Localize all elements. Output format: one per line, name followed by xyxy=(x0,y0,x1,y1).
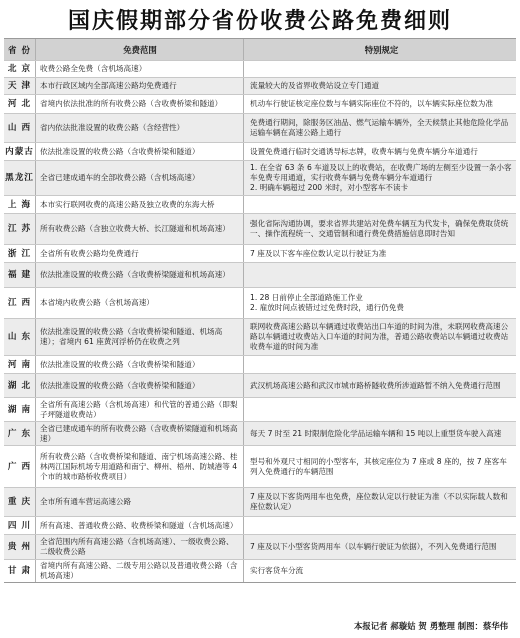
rule-cell: 7 座及以下小型客货两用车（以车辆行驶证为依据），不列入免费通行范围 xyxy=(250,542,497,551)
rule-cell: 型号和外观尺寸相同的小型客车，其核定座位为 7 座或 8 座的，按 7 座客车列入免费通行的车辆范围 xyxy=(250,456,507,476)
range-cell: 全省已建成通车的所有收费公路（含收费桥梁隧道和机场高速） xyxy=(36,422,244,445)
table-body xyxy=(4,61,516,582)
rule-cell: 免费通行期间，除服务区油品、燃气运输车辆外，全天候禁止其他危险化学品运输车辆在高速公路上通行 xyxy=(250,118,509,137)
rule-cell xyxy=(244,517,516,534)
range-cell: 本市行政区域内全部高速公路均免费通行 xyxy=(36,78,244,94)
rule-cell xyxy=(244,398,516,421)
rule-cell: 设置免费通行临时交通诱导标志牌，收费车辆与免费车辆分车道通行 xyxy=(250,146,478,156)
province-cell: 广 东 xyxy=(4,422,36,445)
header-rule: 特别规定 xyxy=(364,44,399,55)
table-row xyxy=(4,95,516,114)
range-cell: 全省所有高速公路（含机场高速）和代管的普通公路（即梨子坪隧道收费站） xyxy=(36,398,244,421)
rule-cell: 联网收费高速公路以车辆通过收费站出口车道的时间为准，未联网收费高速公路以车辆通过收费站入口车道的时间为准，普通公路收费站以车辆通过收费站收费车道的时间为准 xyxy=(250,322,509,351)
byline: 本报记者 郝璇姑 贺 勇整理 制图：蔡华伟 xyxy=(353,621,508,631)
range-cell: 省境内依法批准的所有收费公路（含收费桥梁和隧道） xyxy=(36,95,244,113)
rule-cell: 每天 7 时至 21 时限制危险化学品运输车辆和 15 吨以上重型货车驶入高速 xyxy=(250,428,502,438)
toll-free-table xyxy=(4,38,516,583)
range-cell: 所有高速、普通收费公路、收费桥梁和隧道（含机场高速） xyxy=(36,517,244,534)
table-row xyxy=(4,78,516,95)
rule-cell: 流量较大的及省界收费站设立专门通道 xyxy=(250,81,380,90)
rule-cell: 实行客货车分流 xyxy=(250,566,304,575)
rule-cell: 武汉机场高速公路和武汉市城市路桥隧收费所涉道路暂不纳入免费通行范围 xyxy=(250,380,501,390)
range-cell: 所有收费公路（含独立收费大桥、长江隧道和机场高速） xyxy=(36,214,244,244)
table-row xyxy=(4,517,516,535)
table-header xyxy=(4,39,516,61)
table-row xyxy=(4,288,516,319)
table-row xyxy=(4,245,516,263)
province-cell: 湖 北 xyxy=(4,374,36,397)
range-cell: 全省已建成通车的全部收费公路（含机场高速） xyxy=(36,161,244,195)
page-title: 国庆假期部分省份收费公路免费细则 xyxy=(67,9,452,34)
province-cell: 福 建 xyxy=(4,263,36,287)
table-row xyxy=(4,446,516,488)
header-province: 省 份 xyxy=(4,39,36,60)
rule-cell: 机动车行驶证核定座位数与车辆实际座位不符的，以车辆实际座位数为准 xyxy=(250,99,493,108)
province-cell: 江 苏 xyxy=(4,214,36,244)
range-cell: 依法批准设置的收费公路（含收费桥梁和隧道、机场高速）；省境内 61 座黄河浮桥仍在收费之列 xyxy=(36,319,244,355)
province-cell: 内蒙古 xyxy=(4,143,36,160)
range-cell: 省内依法批准设置的收费公路（含经营性） xyxy=(36,114,244,142)
rule-cell xyxy=(244,263,516,287)
rule-cell xyxy=(244,196,516,213)
rule-cell xyxy=(244,61,516,77)
range-cell: 依法批准设置的收费公路（含收费桥梁和隧道） xyxy=(36,356,244,373)
province-cell: 重 庆 xyxy=(4,488,36,516)
range-cell: 本市实行联网收费的高速公路及独立收费的东海大桥 xyxy=(36,196,244,213)
rule-cell: 7 座及以下客货两用车也免费，座位数认定以行驶证为准（不以实际载人数和座位数认定） xyxy=(250,492,508,511)
province-cell: 上 海 xyxy=(4,196,36,213)
province-cell: 甘 肃 xyxy=(4,560,36,582)
table-row xyxy=(4,398,516,422)
province-cell: 北 京 xyxy=(4,61,36,77)
range-cell: 全省所有收费公路均免费通行 xyxy=(36,245,244,262)
table-row xyxy=(4,143,516,161)
table-row xyxy=(4,356,516,374)
province-cell: 河 北 xyxy=(4,95,36,113)
range-cell: 省境内所有高速公路、二级专用公路以及普通收费公路（含机场高速） xyxy=(36,560,244,582)
province-cell: 山 西 xyxy=(4,114,36,142)
table-row xyxy=(4,263,516,288)
rule-cell: 1. 28 日前停止全部道路施工作业 2. 雇放时间点被错过过免费时段，通行仍免费 xyxy=(250,293,404,312)
rule-cell: 1. 在全省 63 条 6 车道及以上的收费站，在收费广场的左侧至少设置一条小客车免费专用通道，实行收费车辆与免费车辆分车道通行 2. 明确车辆超过 200 米时，对小型客车不读卡 xyxy=(250,163,512,192)
rule-cell: 强化省际沟通协调，要求省界共建站对免费车辆互为代发卡，确保免费取货统一、操作流程统一、交通管制和通行费免费措施信息即时告知 xyxy=(250,219,509,238)
table-row xyxy=(4,488,516,517)
range-cell: 全市所有通车营运高速公路 xyxy=(36,488,244,516)
table-row xyxy=(4,560,516,582)
range-cell: 依法批准设置的收费公路（含收费桥梁隧道和机场高速） xyxy=(36,263,244,287)
table-row xyxy=(4,114,516,143)
province-cell: 贵 州 xyxy=(4,535,36,559)
range-cell: 收费公路全免费（含机场高速） xyxy=(36,61,244,77)
header-range: 免费范围 xyxy=(36,39,244,60)
table-row xyxy=(4,61,516,78)
range-cell: 全省范围内所有高速公路（含机场高速）、一级收费公路、二级收费公路 xyxy=(36,535,244,559)
rule-cell xyxy=(244,356,516,373)
range-cell: 本省境内收费公路（含机场高速） xyxy=(36,288,244,318)
province-cell: 河 南 xyxy=(4,356,36,373)
rule-cell: 7 座及以下客车座位数认定以行驶证为准 xyxy=(250,248,387,258)
province-cell: 天 津 xyxy=(4,78,36,94)
table-row xyxy=(4,214,516,245)
province-cell: 江 西 xyxy=(4,288,36,318)
province-cell: 四 川 xyxy=(4,517,36,534)
table-row xyxy=(4,161,516,196)
province-cell: 广 西 xyxy=(4,446,36,487)
range-cell: 所有收费公路（含收费桥梁和隧道、南宁机场高速公路、桂林两江国际机场专用道路和南宁、柳州、梧州、防城港等 4 个市的城市路桥收费项目） xyxy=(36,446,244,487)
province-cell: 浙 江 xyxy=(4,245,36,262)
table-row xyxy=(4,422,516,446)
province-cell: 黑龙江 xyxy=(4,161,36,195)
range-cell: 依法批准设置的收费公路（含收费桥梁和隧道） xyxy=(36,143,244,160)
table-row xyxy=(4,196,516,214)
table-row xyxy=(4,535,516,560)
province-cell: 山 东 xyxy=(4,319,36,355)
table-row xyxy=(4,319,516,356)
range-cell: 依法批准设置的收费公路（含收费桥梁和隧道） xyxy=(36,374,244,397)
province-cell: 湖 南 xyxy=(4,398,36,421)
table-row xyxy=(4,374,516,398)
